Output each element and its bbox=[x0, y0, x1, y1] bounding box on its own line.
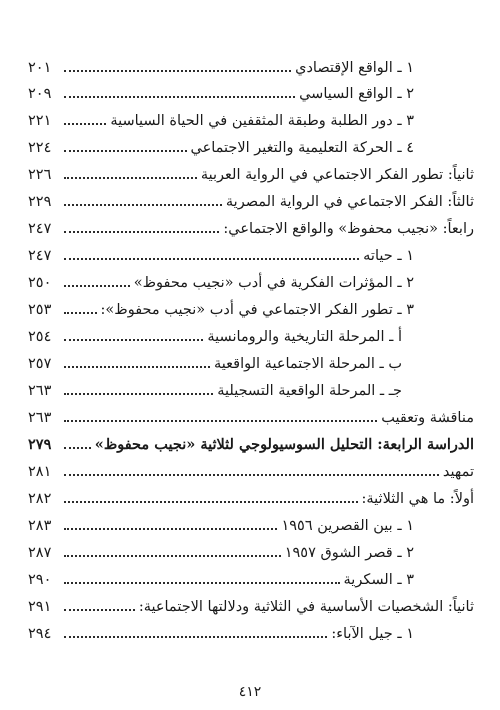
toc-entry-title: ١ ـ بين القصرين ١٩٥٦ bbox=[281, 518, 414, 534]
dot-leader bbox=[64, 333, 203, 341]
toc-entry-section-heading bbox=[28, 431, 474, 453]
toc-entry bbox=[28, 485, 474, 507]
toc-entry-page: ٢٨٣ bbox=[28, 518, 52, 534]
toc-entry bbox=[28, 242, 414, 264]
toc-entry bbox=[28, 161, 474, 183]
dot-leader bbox=[64, 441, 91, 449]
toc-entry-page: ٢٤٧ bbox=[28, 248, 52, 264]
toc-entry-page: ٢٦٣ bbox=[28, 383, 52, 399]
toc-entry bbox=[28, 215, 474, 237]
toc-entry-page: ٢٢٩ bbox=[28, 194, 52, 210]
dot-leader bbox=[64, 171, 197, 179]
toc-entry bbox=[28, 620, 414, 642]
toc-entry-page: ٢٥٤ bbox=[28, 329, 52, 345]
toc-entry-page: ٢٢٦ bbox=[28, 167, 52, 183]
toc-entry-title: ب ـ المرحلة الاجتماعية الواقعية bbox=[214, 356, 402, 372]
dot-leader bbox=[64, 603, 135, 611]
toc-entry bbox=[28, 134, 414, 156]
toc-entry-title: ٣ ـ السكرية bbox=[343, 572, 414, 588]
toc-entry-page: ٢٤٧ bbox=[28, 221, 52, 237]
toc-entry-title: ٤ ـ الحركة التعليمية والتغير الاجتماعي bbox=[190, 140, 414, 156]
toc-entry-page: ٢٧٩ bbox=[28, 436, 52, 453]
toc-entry bbox=[28, 107, 414, 129]
dot-leader bbox=[64, 252, 359, 260]
dot-leader bbox=[64, 522, 277, 530]
toc-entry-title: ثانياً: تطور الفكر الاجتماعي في الرواية العربية bbox=[200, 167, 474, 183]
toc-entry-title: مناقشة وتعقيب bbox=[381, 410, 474, 426]
toc-entry bbox=[28, 458, 474, 480]
dot-leader bbox=[64, 64, 291, 72]
toc-entry-page: ٢٥٠ bbox=[28, 275, 52, 291]
toc-entry bbox=[28, 404, 474, 426]
toc-entry-page: ٢٨١ bbox=[28, 464, 52, 480]
toc-entry-page: ٢٥٧ bbox=[28, 356, 52, 372]
toc-entry bbox=[28, 566, 414, 588]
toc-entry bbox=[28, 539, 414, 561]
dot-leader bbox=[64, 198, 222, 206]
toc-entry-title: ٢ ـ الواقع السياسي bbox=[299, 86, 414, 102]
toc-entry-page: ٢٥٣ bbox=[28, 302, 52, 318]
dot-leader bbox=[64, 630, 327, 638]
dot-leader bbox=[64, 144, 187, 152]
dot-leader bbox=[64, 90, 295, 98]
toc-entry-page: ٢٩٠ bbox=[28, 572, 52, 588]
toc-entry bbox=[28, 54, 414, 76]
toc-entry-title: أولاً: ما هي الثلاثية: bbox=[361, 491, 474, 507]
toc-entry bbox=[28, 512, 414, 534]
toc-entry bbox=[28, 269, 414, 291]
toc-entry-page: ٢٨٢ bbox=[28, 491, 52, 507]
toc-entry-page: ٢٨٧ bbox=[28, 545, 52, 561]
dot-leader bbox=[64, 549, 281, 557]
toc-entry-title: تمهيد bbox=[442, 464, 474, 480]
toc-entry-page: ٢٩٤ bbox=[28, 626, 52, 642]
toc-entry-title: ٢ ـ قصر الشوق ١٩٥٧ bbox=[284, 545, 414, 561]
dot-leader bbox=[64, 306, 97, 314]
dot-leader bbox=[64, 279, 130, 287]
toc-entry-title: ١ ـ جيل الآباء: bbox=[331, 626, 414, 642]
toc-entry-title: ١ ـ حياته bbox=[363, 248, 414, 264]
toc-entry-title: ثالثاً: الفكر الاجتماعي في الرواية المصرية bbox=[225, 194, 474, 210]
toc-entry bbox=[28, 350, 402, 372]
dot-leader bbox=[64, 576, 340, 584]
toc-entry-title: رابعاً: «نجيب محفوظ» والواقع الاجتماعي: bbox=[223, 221, 474, 237]
dot-leader bbox=[64, 414, 377, 422]
toc-entry-title: جـ ـ المرحلة الواقعية التسجيلية bbox=[217, 383, 402, 399]
page-number: ٤١٢ bbox=[238, 684, 262, 700]
toc-entry-title: ٣ ـ دور الطلبة وطبقة المثقفين في الحياة السياسية bbox=[110, 113, 414, 129]
toc-entry bbox=[28, 593, 474, 615]
dot-leader bbox=[64, 225, 219, 233]
toc-entry-title: أ ـ المرحلة التاريخية والرومانسية bbox=[207, 329, 402, 345]
dot-leader bbox=[64, 387, 213, 395]
toc-entry-title: ثانياً: الشخصيات الأساسية في الثلاثية ودلالتها الاجتماعية: bbox=[138, 599, 474, 615]
toc-entry bbox=[28, 323, 402, 345]
dot-leader bbox=[64, 360, 210, 368]
toc-entry bbox=[28, 80, 414, 102]
toc-entry-title: ٢ ـ المؤثرات الفكرية في أدب «نجيب محفوظ» bbox=[133, 275, 414, 291]
dot-leader bbox=[64, 117, 106, 125]
toc-entry-page: ٢٠٩ bbox=[28, 86, 52, 102]
toc-entry-title: الدراسة الرابعة: التحليل السوسيولوجي لثلاثية «نجيب محفوظ» bbox=[94, 436, 474, 453]
dot-leader bbox=[64, 495, 358, 503]
toc-entry-title: ٣ ـ تطور الفكر الاجتماعي في أدب «نجيب محفوظ»: bbox=[100, 302, 414, 318]
toc-entry bbox=[28, 296, 414, 318]
toc-entry-page: ٢٢١ bbox=[28, 113, 52, 129]
toc-entry-page: ٢٦٣ bbox=[28, 410, 52, 426]
toc-entry bbox=[28, 377, 402, 399]
dot-leader bbox=[64, 468, 439, 476]
toc-entry-page: ٢٠١ bbox=[28, 60, 52, 76]
toc-entry-title: ١ ـ الواقع الإقتصادي bbox=[295, 60, 414, 76]
toc-entry-page: ٢٩١ bbox=[28, 599, 52, 615]
toc-entry-page: ٢٢٤ bbox=[28, 140, 52, 156]
toc-entry bbox=[28, 188, 474, 210]
